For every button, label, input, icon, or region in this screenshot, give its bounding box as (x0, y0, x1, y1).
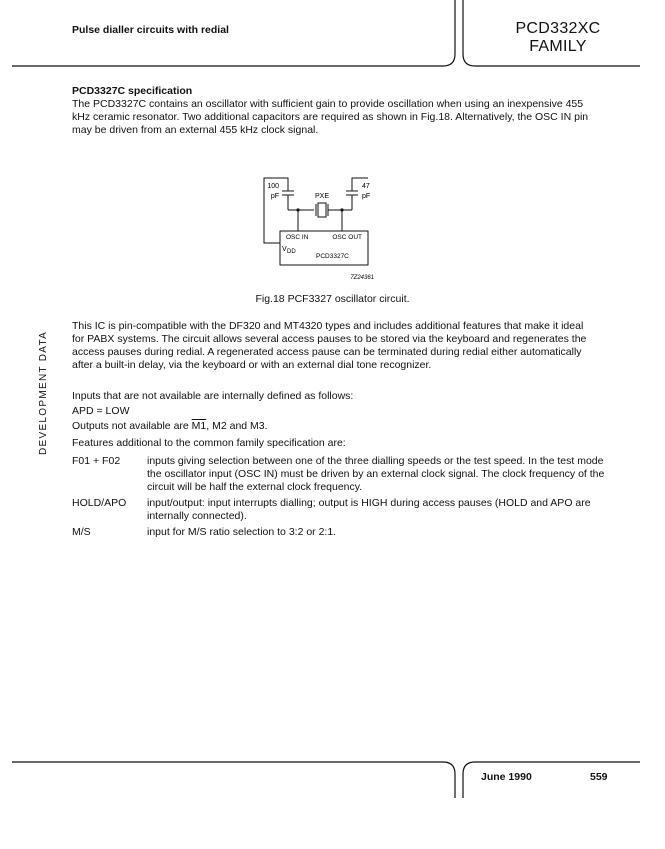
pin-osc-out-label: OSC OUT (332, 234, 362, 241)
drawing-code: 7Z24361 (350, 275, 374, 281)
compatibility-paragraph: This IC is pin-compatible with the DF320 and MT4320 types and includes additional features that make it ideal for PABX systems. The circuit allows several access pauses to be stored via the keyboard and regenerates the access pauses during redial. A regenerated access pause can be terminated during redial either automatically after a built-in delay, via the keyboard or with an external dial tone recognizer. (72, 320, 587, 371)
chip-label: PCD3327C (316, 253, 349, 260)
feature-def-ms: input for M/S ratio selection to 3:2 or 2:1. (147, 526, 337, 538)
apd-definition: APD = LOW (72, 405, 130, 417)
outputs-not-available (72, 420, 268, 433)
cap-left-unit: pF (270, 193, 279, 200)
feature-term-f01-f02: F01 + F02 (72, 455, 121, 467)
resonator-crystal (318, 203, 326, 217)
figure-caption: Fig.18 PCF3327 oscillator circuit. (255, 293, 410, 305)
cap-right-unit: pF (362, 193, 371, 200)
features-intro: Features additional to the common family specification are: (72, 437, 346, 449)
outputs-m1: M1 (191, 420, 207, 432)
inputs-intro: Inputs that are not available are internally defined as follows: (72, 390, 354, 402)
feature-term-ms: M/S (72, 526, 91, 538)
pin-osc-in-label: OSC IN (286, 234, 309, 241)
feature-term-hold-apo: HOLD/APO (72, 497, 127, 509)
outputs-suffix: , M2 and M3. (206, 420, 268, 432)
outputs-prefix: Outputs not available are (72, 420, 192, 432)
footer-page-number: 559 (590, 771, 608, 783)
header-code-line1: PCD332XC (515, 20, 601, 37)
header-code-line2: FAMILY (529, 38, 587, 55)
resonator-label: PXE (314, 193, 330, 200)
header-curve-right (463, 0, 640, 66)
feature-def-hold-apo: input/output: input interrupts dialling; output is HIGH during access pauses (HOLD and APO are internally connected). (147, 497, 591, 522)
header-curve-left (443, 0, 455, 66)
vdd-v: V (282, 246, 287, 253)
section-title: PCD3327C specification (72, 85, 193, 97)
side-label-development-data: DEVELOPMENT DATA (38, 330, 49, 455)
cap-left-value: 100 (267, 183, 279, 190)
footer-date: June 1990 (481, 771, 532, 783)
header-title: Pulse dialler circuits with redial (72, 24, 229, 36)
cap-right-value: 47 (362, 183, 370, 190)
footer-curve-left (443, 762, 455, 798)
intro-paragraph: The PCD3327C contains an oscillator with sufficient gain to provide oscillation when using an inexpensive 455 kHz ceramic resonator. Two additional capacitors are required as shown in Fig.18. Alternatively, the OSC IN pin may be driven from an external 455 kHz clock signal. (72, 98, 589, 136)
vdd-sub: DD (287, 249, 296, 255)
feature-def-f01-f02: inputs giving selection between one of the three dialling speeds or the test speed. In the test mode the oscillator input (OSC IN) must be driven by an external clock signal. The clock frequency of the circuit will be half the external clock frequency. (147, 455, 605, 493)
oscillator-circuit-diagram (258, 172, 388, 284)
